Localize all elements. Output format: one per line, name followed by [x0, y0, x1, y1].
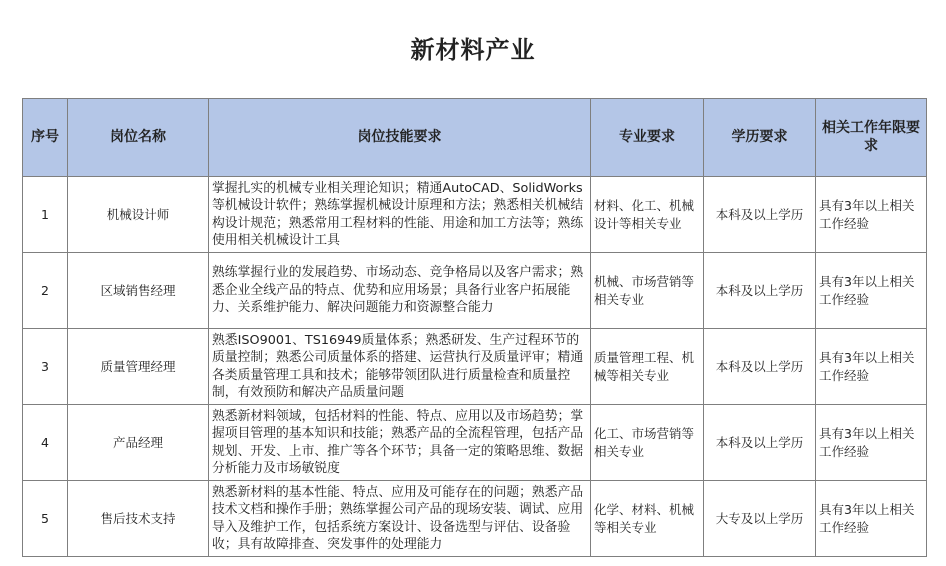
cell-no: 5: [23, 481, 68, 557]
cell-experience: 具有3年以上相关工作经验: [816, 481, 927, 557]
cell-experience: 具有3年以上相关工作经验: [816, 253, 927, 329]
cell-major: 材料、化工、机械设计等相关专业: [591, 177, 704, 253]
cell-experience: 具有3年以上相关工作经验: [816, 177, 927, 253]
table-row: [23, 177, 927, 253]
header-position: 岗位名称: [68, 99, 209, 177]
cell-position: 售后技术支持: [68, 481, 209, 557]
header-education: 学历要求: [704, 99, 816, 177]
header-no: 序号: [23, 99, 68, 177]
cell-education: 本科及以上学历: [704, 329, 816, 405]
cell-experience: 具有3年以上相关工作经验: [816, 405, 927, 481]
cell-education: 本科及以上学历: [704, 177, 816, 253]
header-experience: 相关工作年限要求: [816, 99, 927, 177]
cell-position: 质量管理经理: [68, 329, 209, 405]
cell-major: 质量管理工程、机械等相关专业: [591, 329, 704, 405]
table-header-row: [23, 99, 927, 177]
header-major: 专业要求: [591, 99, 704, 177]
cell-no: 4: [23, 405, 68, 481]
table-row: [23, 329, 927, 405]
cell-experience: 具有3年以上相关工作经验: [816, 329, 927, 405]
cell-skills: 熟练掌握行业的发展趋势、市场动态、竞争格局以及客户需求；熟悉企业全线产品的特点、优势和应用场景；具备行业客户拓展能力、关系维护能力、解决问题能力和资源整合能力: [209, 253, 591, 329]
cell-skills: 熟悉新材料领域，包括材料的性能、特点、应用以及市场趋势；掌握项目管理的基本知识和技能；熟悉产品的全流程管理，包括产品规划、开发、上市、推广等各个环节；具备一定的策略思维、数据分析能力及市场敏锐度: [209, 405, 591, 481]
cell-skills: 掌握扎实的机械专业相关理论知识；精通AutoCAD、SolidWorks等机械设计软件；熟练掌握机械设计原理和方法；熟悉相关机械结构设计规范；熟悉常用工程材料的性能、用途和加工方法等；熟练使用相关机械设计工具: [209, 177, 591, 253]
table-row: [23, 253, 927, 329]
table-row: [23, 481, 927, 557]
cell-skills: 熟悉ISO9001、TS16949质量体系；熟悉研发、生产过程环节的质量控制；熟悉公司质量体系的搭建、运营执行及质量评审；精通各类质量管理工具和技术；能够带领团队进行质量检查和质量控制，有效预防和解决产品质量问题: [209, 329, 591, 405]
cell-position: 区域销售经理: [68, 253, 209, 329]
cell-position: 产品经理: [68, 405, 209, 481]
cell-education: 本科及以上学历: [704, 253, 816, 329]
job-table: [22, 98, 927, 557]
cell-no: 1: [23, 177, 68, 253]
cell-major: 机械、市场营销等相关专业: [591, 253, 704, 329]
cell-major: 化学、材料、机械等相关专业: [591, 481, 704, 557]
header-skills: 岗位技能要求: [209, 99, 591, 177]
cell-education: 本科及以上学历: [704, 405, 816, 481]
cell-major: 化工、市场营销等相关专业: [591, 405, 704, 481]
cell-no: 2: [23, 253, 68, 329]
cell-no: 3: [23, 329, 68, 405]
table-row: [23, 405, 927, 481]
cell-education: 大专及以上学历: [704, 481, 816, 557]
cell-skills: 熟悉新材料的基本性能、特点、应用及可能存在的问题；熟悉产品技术文档和操作手册；熟练掌握公司产品的现场安装、调试、应用导入及维护工作，包括系统方案设计、设备选型与评估、设备验收；具有故障排查、突发事件的处理能力: [209, 481, 591, 557]
page-title: 新材料产业: [410, 36, 536, 64]
cell-position: 机械设计师: [68, 177, 209, 253]
